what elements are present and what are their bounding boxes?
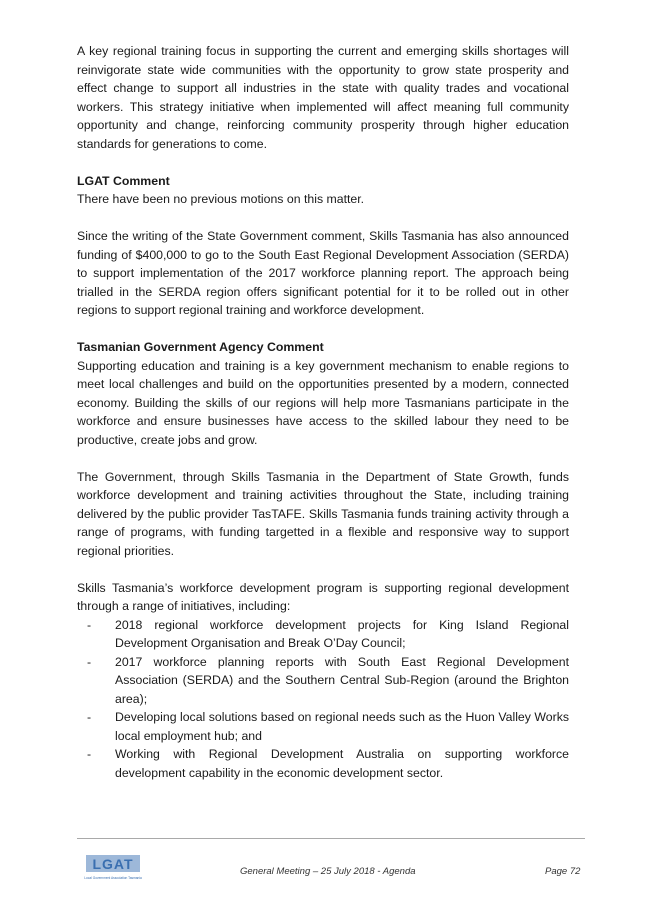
logo-wordmark: LGAT [92, 856, 134, 872]
lgat-logo [84, 853, 142, 883]
list-item-text: 2018 regional workforce development projects for King Island Regional Development Organisation and Break O’Day Council; [115, 617, 569, 650]
list-item [77, 708, 569, 745]
agency-paragraph-2: The Government, through Skills Tasmania in the Department of State Growth, funds workforce development and training activities throughout the State, including training delivered by the public provider TasTAFE. Skills Tasmania funds training activity through a range of programs, with funding targetted in a flexible and responsive way to support regional priorities. [77, 469, 569, 558]
lgat-comment-heading: LGAT Comment [77, 173, 170, 188]
bullet-dash: - [87, 710, 92, 724]
bullet-dash: - [87, 747, 92, 761]
footer-divider [77, 838, 585, 839]
footer-page-number: Page 72 [545, 866, 581, 877]
footer-meeting-title: General Meeting – 25 July 2018 - Agenda [240, 866, 416, 877]
logo-subtext: Local Government Association Tasmania [84, 876, 142, 880]
lgat-paragraph-1: There have been no previous motions on this matter. [77, 192, 365, 206]
agency-comment-heading: Tasmanian Government Agency Comment [77, 340, 324, 354]
list-item-text: 2017 workforce planning reports with South East Regional Development Association (SERDA) and the Southern Central Sub-Region (around the Brighton area); [115, 654, 569, 706]
list-item-text: Working with Regional Development Australia on supporting workforce development capability in the economic development sector. [115, 747, 569, 780]
intro-paragraph: A key regional training focus in supporting the current and emerging skills shortages will reinvigorate state wide communities with the opportunity to grow state prosperity and effect change to support all industries in the state with quality trades and vocational workers. This strategy initiative when implemented will affect meaning full community opportunity and change, reinforcing community prosperity through higher education standards for generations to come. [77, 44, 569, 151]
initiatives-list [77, 616, 569, 783]
agency-paragraph-1: Supporting education and training is a key government mechanism to enable regions to meet local challenges and build on the opportunities presented by a modern, connected economy. Building the skills of our regions will help more Tasmanians participate in the workforce and ensure businesses have access to the skilled labour they need to be productive, create jobs and grow. [77, 358, 569, 447]
bullet-dash: - [87, 617, 92, 632]
agency-paragraph-3: Skills Tasmania’s workforce development program is supporting regional development through a range of initiatives, including: [77, 580, 569, 613]
bullet-dash: - [87, 654, 92, 669]
list-item [77, 653, 569, 709]
lgat-paragraph-2: Since the writing of the State Government comment, Skills Tasmania has also announced funding of $400,000 to go to the South East Regional Development Association (SERDA) to support implementation of the 2017 workforce planning report. The approach being trialled in the SERDA region offers significant potential for it to be rolled out in other regions to support regional training and workforce development. [77, 229, 569, 317]
list-item [77, 616, 569, 653]
document-body [77, 42, 569, 782]
list-item [77, 745, 569, 782]
list-item-text: Developing local solutions based on regional needs such as the Huon Valley Works local employment hub; and [115, 710, 569, 743]
